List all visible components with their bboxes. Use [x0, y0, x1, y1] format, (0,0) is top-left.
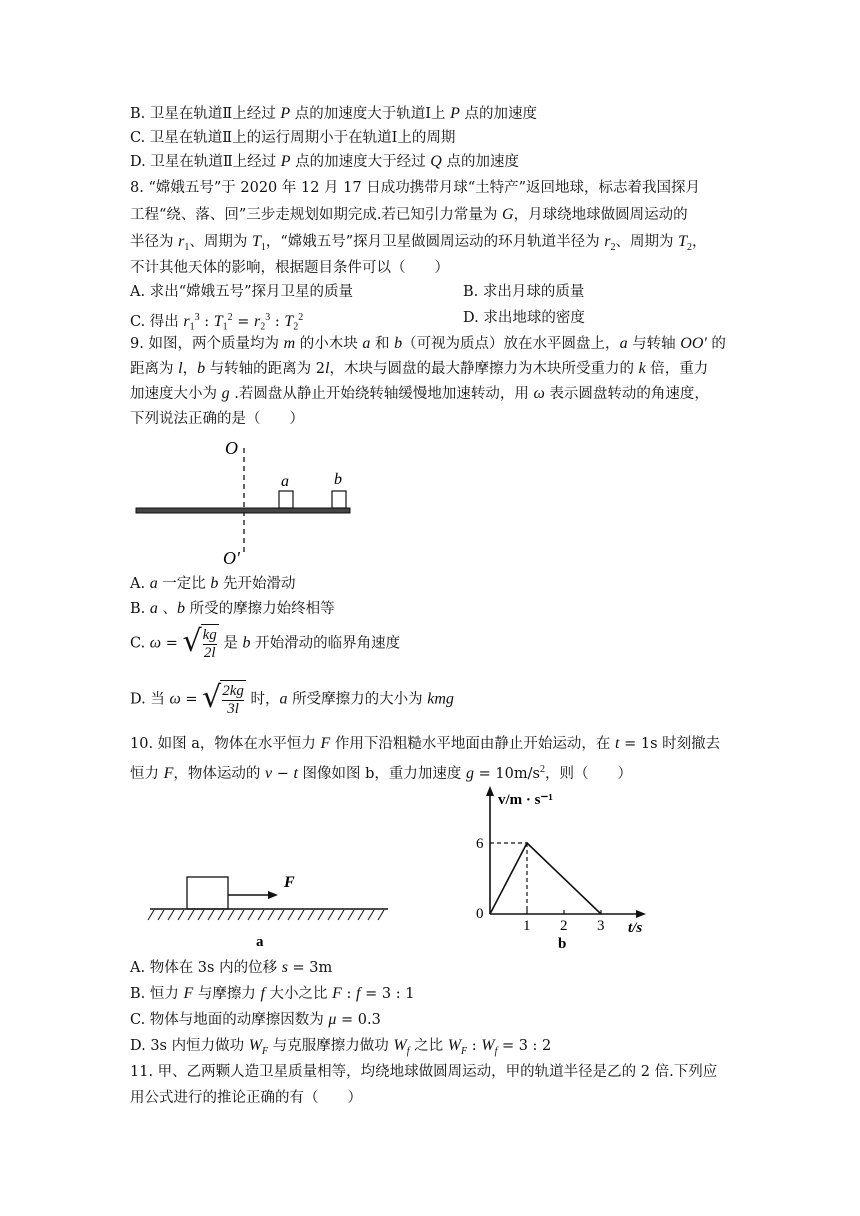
x-axis-label: t/s: [628, 920, 643, 936]
block: [187, 877, 228, 909]
axis-label-top: O: [225, 438, 238, 458]
q10-option-a: A. 物体在 3s 内的位移 s = 3m: [130, 959, 333, 976]
q7-option-c: C. 卫星在轨道Ⅱ上的运行周期小于在轨道Ⅰ上的周期: [130, 130, 456, 146]
q9-line-2: 距离为 l，b 与转轴的距离为 2l，木块与圆盘的最大静摩擦力为木块所受重力的 k 倍，重力: [130, 360, 709, 377]
q8-line-2: 工程“绕、落、回”三步走规划如期完成.若已知引力常量为 G，月球绕地球做圆周运动的: [130, 206, 688, 223]
q8-option-a: A. 求出“嫦娥五号”探月卫星的质量: [130, 284, 354, 300]
q7-option-d: D. 卫星在轨道Ⅱ上经过 P 点的加速度大于经过 Q 点的加速度: [130, 153, 519, 170]
q10-option-d: D. 3s 内恒力做功 $W_F$ 与克服摩擦力做功 $W_f$ 之比 $W_F$ : $W_f = 3$ : 2: [130, 1037, 552, 1057]
force-label: F: [284, 874, 295, 891]
vt-line: [490, 843, 601, 914]
q11-line-2: 用公式进行的推论正确的有（ ）: [130, 1090, 362, 1106]
block-a: [279, 491, 293, 508]
q7-option-b: B. 卫星在轨道Ⅱ上经过 P 点的加速度大于轨道Ⅰ上 P 点的加速度: [130, 105, 537, 122]
q9-line-1: 9. 如图，两个质量均为 m 的小木块 a 和 b（可视为质点）放在水平圆盘上，a 与转轴 OO' 的: [130, 335, 726, 352]
q8-line-3: 半径为 $r_1$、周期为 $T_1$，“嫦娥五号”探月卫星做圆周运动的环月轨道半径为 $r_2$、周期为 $T_2$，: [130, 233, 707, 253]
q9-line-4: 下列说法正确的是（ ）: [130, 411, 304, 427]
q9-option-c: C. ω = √ $\frac{kg}{2l}$ 是 b 开始滑动的临界角速度: [130, 624, 400, 663]
q10-option-c: C. 物体与地面的动摩擦因数为 μ = 0.3: [130, 1011, 381, 1028]
origin-label: 0: [476, 906, 484, 922]
q9-line-3: 加速度大小为 g .若圆盘从静止开始绕转轴缓慢地加速转动，用 ω 表示圆盘转动的角速度，: [130, 385, 709, 402]
y-axis-arrow: [486, 786, 494, 796]
q8-line-4: 不计其他天体的影响，根据题目条件可以（ ）: [130, 260, 449, 276]
q10-figure-a: [140, 862, 400, 948]
block-b-label: b: [334, 471, 342, 488]
figure-b-caption: b: [558, 936, 567, 952]
q10-line-2: 恒力 F，物体运动的 v − t 图像如图 b，重力加速度 $g = 10m/s^2$，则（ ）: [130, 764, 632, 782]
q10-vt-graph: [470, 782, 670, 952]
q8-line-1: 8. “嫦娥五号”于 2020 年 12 月 17 日成功携带月球“土特产”返回地球，标志着我国探月: [130, 180, 701, 196]
axis-label-bottom: O': [223, 548, 240, 568]
ground-hatching: [148, 910, 384, 920]
q11-line-1: 11. 甲、乙两颗人造卫星质量相等，均绕地球做圆周运动，甲的轨道半径是乙的 2 倍.下列应: [130, 1064, 718, 1080]
block-b: [332, 491, 346, 508]
figure-a-caption: a: [256, 934, 264, 948]
x-tick-label-3: 3: [597, 918, 605, 934]
x-tick-label-2: 2: [560, 918, 568, 934]
x-tick-label-1: 1: [523, 918, 531, 934]
q10-line-1: 10. 如图 a，物体在水平恒力 F 作用下沿粗糙水平地面由静止开始运动，在 t = 1s 时刻撤去: [130, 735, 721, 752]
q8-option-b: B. 求出月球的质量: [463, 284, 585, 300]
y-tick-6: 6: [476, 836, 484, 852]
q8-option-d: D. 求出地球的密度: [463, 310, 585, 326]
x-axis-arrow: [636, 910, 646, 918]
q9-turntable-figure: [128, 432, 358, 572]
q9-option-d: D. 当 ω = √ $\frac{2kg}{3l}$ 时，a 所受摩擦力的大小为 kmg: [130, 680, 454, 719]
q9-option-b: B. a 、b 所受的摩擦力始终相等: [130, 600, 335, 617]
block-a-label: a: [281, 473, 289, 490]
q10-option-b: B. 恒力 F 与摩擦力 f 大小之比 F : f = 3 : 1: [130, 985, 415, 1002]
disk-plate: [136, 508, 350, 513]
q9-option-a: A. a 一定比 b 先开始滑动: [130, 575, 296, 592]
q8-option-c: C. 得出 $r_1^3$ : $T_1^2 = r_2^3$ : $T_2^2$: [130, 312, 304, 333]
y-axis-label: v/m · s⁻¹: [498, 792, 553, 808]
force-arrow-head: [268, 891, 278, 899]
